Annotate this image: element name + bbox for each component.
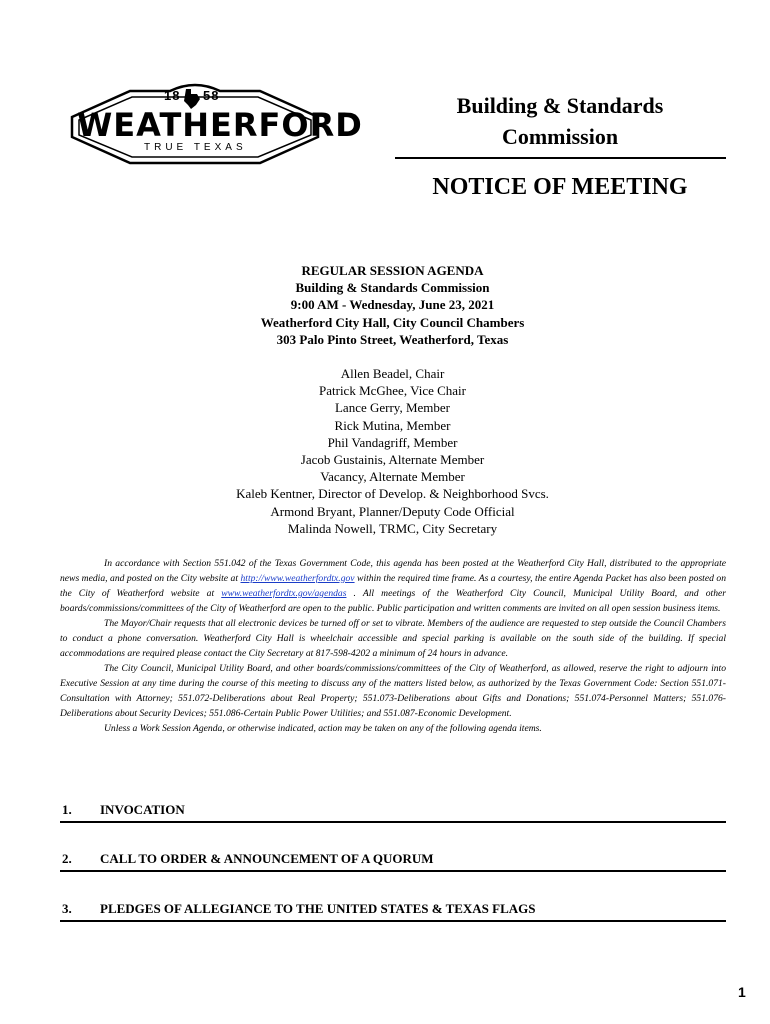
member-line: Rick Mutina, Member bbox=[334, 417, 451, 433]
member-line: Malinda Nowell, TRMC, City Secretary bbox=[287, 520, 498, 536]
agenda-heading-line: Weatherford City Hall, City Council Chambers bbox=[260, 314, 525, 330]
member-line: Vacancy, Alternate Member bbox=[320, 469, 465, 485]
notice-title: NOTICE OF MEETING bbox=[432, 174, 688, 200]
member-line: Allen Beadel, Chair bbox=[340, 366, 445, 381]
agenda-item-title: CALL TO ORDER & ANNOUNCEMENT OF A QUORUM bbox=[100, 851, 434, 866]
commission-title bbox=[395, 90, 725, 152]
member-line: Patrick McGhee, Vice Chair bbox=[319, 383, 466, 399]
agenda-item-number: 3. bbox=[62, 901, 72, 916]
agenda-item-invocation bbox=[60, 802, 726, 823]
agenda-heading-line: Building & Standards Commission bbox=[295, 280, 490, 296]
logo-tagline: TRUE TEXAS bbox=[144, 142, 247, 153]
agenda-item-pledges bbox=[60, 901, 726, 922]
agenda-item-number: 2. bbox=[62, 851, 72, 866]
legal-notice bbox=[60, 556, 726, 736]
member-line: Phil Vandagriff, Member bbox=[327, 434, 458, 450]
agenda-heading-line: REGULAR SESSION AGENDA bbox=[301, 263, 484, 278]
weatherford-logo bbox=[60, 77, 363, 173]
members-list bbox=[0, 365, 770, 537]
page-number: 1 bbox=[738, 984, 746, 1000]
agenda-heading-line: 9:00 AM - Wednesday, June 23, 2021 bbox=[290, 297, 495, 313]
agenda-item-call-to-order bbox=[60, 851, 726, 872]
commission-title-line1: Building & Standards bbox=[456, 93, 664, 118]
agenda-heading bbox=[0, 262, 770, 348]
agenda-item-number: 1. bbox=[62, 802, 72, 817]
logo-wordmark: WEATHERFORD bbox=[77, 106, 363, 144]
logo-year-left: 18 bbox=[164, 88, 181, 103]
member-line: Jacob Gustainis, Alternate Member bbox=[300, 452, 485, 468]
agenda-item-title: INVOCATION bbox=[100, 802, 185, 817]
title-divider bbox=[395, 157, 726, 159]
legal-paragraph-posting: In accordance with Section 551.042 of the Texas Government Code, this agenda has been posted at the Weatherford City Hall, distributed to the appropriate news media, and posted on the City website at http://www.weatherfordtx.gov within the required time frame. As a courtesy, the entire Agenda Packet has also been posted on the City of Weatherford website at www.weatherfordtx.gov/agendas . All meetings of the Weatherford City Council, Municipal Utility Board, and other boards/commissions/committees of the City of Weatherford are open to the public. Public participation and written comments are invited on all open session business items. bbox=[60, 558, 726, 614]
member-line: Lance Gerry, Member bbox=[334, 400, 450, 416]
commission-title-line2: Commission bbox=[501, 124, 619, 149]
legal-paragraph-devices: The Mayor/Chair requests that all electronic devices be turned off or set to vibrate. Members of the audience are requested to step outside the Council Chambers to conduct a phone conversation. Weatherford City Hall is wheelchair accessible and special parking is available on the south side of the building. If special accommodations are required please contact the City Secretary at 817-598-4202 a minimum of 24 hours in advance. bbox=[60, 618, 726, 659]
legal-paragraph-action: Unless a Work Session Agenda, or otherwise indicated, action may be taken on any of the following agenda items. bbox=[104, 723, 542, 734]
member-line: Kaleb Kentner, Director of Develop. & Neighborhood Svcs. bbox=[236, 486, 549, 502]
agendas-link[interactable]: www.weatherfordtx.gov/agendas bbox=[221, 588, 347, 599]
agenda-heading-line: 303 Palo Pinto Street, Weatherford, Texas bbox=[276, 331, 509, 347]
agenda-item-title: PLEDGES OF ALLEGIANCE TO THE UNITED STATES & TEXAS FLAGS bbox=[100, 901, 536, 916]
logo-year-right: 58 bbox=[203, 88, 220, 103]
member-line: Armond Bryant, Planner/Deputy Code Official bbox=[270, 503, 515, 519]
city-website-link[interactable]: http://www.weatherfordtx.gov bbox=[240, 573, 355, 584]
legal-paragraph-executive-session: The City Council, Municipal Utility Board, and other boards/commissions/committees of the City of Weatherford, as allowed, reserve the right to adjourn into Executive Session at any time during the course of this meeting to discuss any of the matters listed below, as authorized by the Texas Government Code: Section 551.071-Consultation with Attorney; 551.072-Deliberations about Real Property; 551.073-Deliberations about Gifts and Donations; 551.074-Personnel Matters; 551.076-Deliberations about Security Devices; 551.086-Certain Public Power Utilities; and 551.087-Economic Development. bbox=[60, 663, 726, 719]
